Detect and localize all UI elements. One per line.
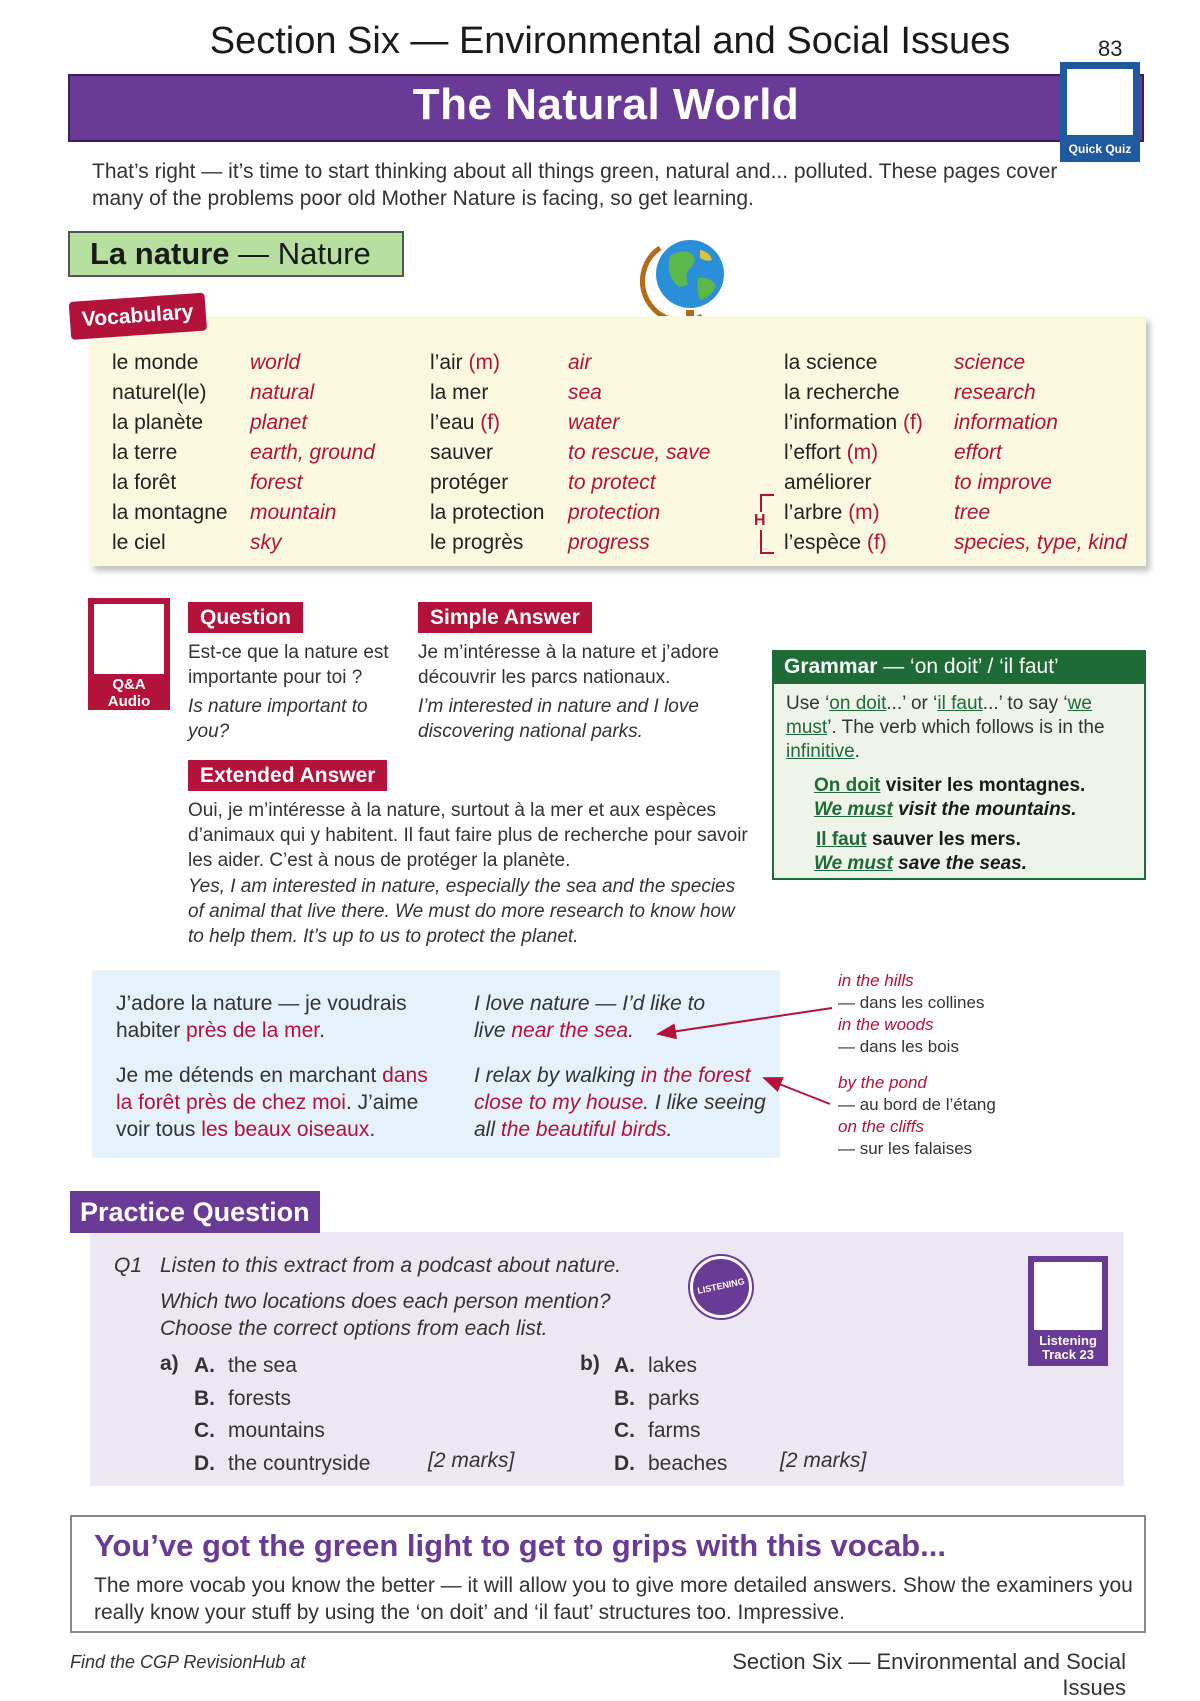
question-tag: Question: [188, 602, 303, 633]
page-title: The Natural World: [412, 80, 800, 129]
nature-heading-bold: La nature: [90, 236, 230, 271]
vocab-word: la mer: [430, 381, 489, 404]
vocab-translation: earth, ground: [250, 441, 375, 464]
vocab-word: l’eau (f): [430, 411, 501, 434]
vocab-word: la terre: [112, 441, 178, 464]
vocab-col2-en: [568, 348, 710, 558]
vocab-translation: effort: [954, 441, 1002, 464]
extended-answer-tag: Extended Answer: [188, 760, 387, 791]
marks-b: [2 marks]: [780, 1449, 867, 1472]
nature-heading: [90, 236, 371, 272]
vocab-translation: world: [250, 351, 301, 374]
vocab-translation: to rescue, save: [568, 441, 711, 464]
example-2-en: I relax by walking in the forest close to my house. I like seeing all the beautiful birds.: [474, 1064, 766, 1141]
vocab-col1-en: [250, 348, 375, 558]
vocab-word: la recherche: [784, 381, 900, 404]
vocab-translation: water: [568, 411, 620, 434]
vocab-translation: planet: [250, 411, 308, 434]
option: B. parks: [614, 1386, 700, 1410]
vocab-translation: research: [954, 381, 1036, 404]
example-2-fr: Je me détends en marchant dans la forêt près de chez moi. J’aime voir tous les beaux oiseaux.: [116, 1064, 428, 1141]
part-b-label: b): [580, 1352, 600, 1375]
vocab-word: l’effort (m): [784, 441, 879, 464]
vocab-col3-fr: [784, 348, 923, 558]
listening-badge: LISTENING: [690, 1256, 752, 1318]
vocab-word: la planète: [112, 411, 204, 434]
option: C. farms: [614, 1419, 701, 1442]
vocab-word: la montagne: [112, 501, 228, 524]
higher-tier-marker: H: [754, 512, 766, 529]
option: A. lakes: [614, 1354, 698, 1377]
option: D. the countryside: [194, 1451, 371, 1475]
vocab-translation: protection: [568, 501, 661, 524]
option: B. forests: [194, 1386, 292, 1410]
track-label: Listening Track 23: [1039, 1333, 1097, 1362]
part-a-label: a): [160, 1352, 179, 1375]
question-line-2: Which two locations does each person mention?: [160, 1290, 611, 1313]
example-1-en: I love nature — I’d like to live near the sea.: [474, 992, 706, 1042]
part-a-options: [194, 1350, 370, 1480]
vocab-translation: forest: [250, 471, 303, 494]
vocab-word: l’information (f): [784, 411, 923, 434]
vocab-translation: information: [954, 411, 1058, 434]
vocab-word: la forêt: [112, 471, 177, 494]
vocab-word: la protection: [430, 501, 545, 524]
vocab-word: sauver: [430, 441, 494, 464]
vocab-translation: science: [954, 351, 1026, 374]
section-header: Section Six — Environmental and Social Issues: [209, 20, 1011, 62]
question-fr: Est-ce que la nature est importante pour toi ?: [188, 642, 389, 688]
vocab-word: le progrès: [430, 531, 524, 554]
option: C. mountains: [194, 1419, 325, 1442]
qa-audio-qr[interactable]: [88, 598, 170, 710]
simple-answer-tag: Simple Answer: [418, 602, 592, 633]
part-b-options: [614, 1350, 727, 1480]
grammar-example-2-fr: Il faut sauver les mers.: [816, 829, 1021, 850]
vocab-translation: sky: [250, 531, 282, 554]
vocab-translation: to protect: [568, 471, 656, 494]
vocab-word: la science: [784, 351, 878, 374]
vocab-word: protéger: [430, 471, 509, 494]
listening-track-qr[interactable]: [1028, 1256, 1108, 1366]
grammar-example-1-en: We must visit the mountains.: [814, 799, 1077, 820]
vocab-col3-en: [954, 348, 1127, 558]
vocab-word: naturel(le): [112, 381, 207, 404]
qr-code-icon: [94, 604, 164, 674]
page-number: 83: [1098, 36, 1123, 61]
alternative-phrases-1: in the hills — dans les collines in the woods — dans les bois: [838, 971, 985, 1056]
option: D. beaches: [614, 1451, 728, 1475]
grammar-explanation: Use ‘on doit...’ or ‘il faut...’ to say ‘we must’. The verb which follows is in the infinitive.: [786, 693, 1105, 762]
simple-answer-en: I’m interested in nature and I love discovering national parks.: [418, 696, 699, 742]
marks-a: [2 marks]: [428, 1449, 515, 1472]
extended-answer-en: Yes, I am interested in nature, especially the sea and the species of animal that live there. We must do more research to know how to help them. It’s up to us to protect the planet.: [188, 876, 736, 947]
vocab-word: le ciel: [112, 531, 166, 554]
vocab-translation: natural: [250, 381, 315, 404]
question-en: Is nature important to you?: [188, 696, 368, 742]
vocab-word: l’arbre (m): [784, 501, 880, 524]
vocab-translation: species, type, kind: [954, 531, 1127, 554]
simple-answer-fr: Je m’intéresse à la nature et j’adore découvrir les parcs nationaux.: [418, 642, 719, 688]
vocab-col1-fr: [112, 348, 228, 558]
grammar-example-1-fr: On doit visiter les montagnes.: [814, 775, 1086, 796]
vocab-translation: mountain: [250, 501, 337, 524]
arrow-icon: [650, 1000, 840, 1110]
vocab-word: l’air (m): [430, 351, 500, 374]
vocab-translation: to improve: [954, 471, 1053, 494]
vocab-word: le monde: [112, 351, 199, 374]
qr-code-icon: [1067, 69, 1133, 135]
question-line-3: Choose the correct options from each list.: [160, 1317, 548, 1340]
summary-title: You’ve got the green light to get to grips with this vocab...: [94, 1528, 946, 1563]
footer-section: Section Six — Environmental and Social Issues: [732, 1649, 1126, 1700]
nature-heading-rest: — Nature: [229, 236, 371, 271]
quick-quiz-label: Quick Quiz: [1068, 142, 1132, 156]
vocabulary-tag: Vocabulary: [69, 293, 207, 340]
quick-quiz-qr[interactable]: [1060, 62, 1140, 162]
vocab-col2-fr: [430, 348, 544, 558]
footer-revisionhub: Find the CGP RevisionHub at: [70, 1652, 306, 1672]
grammar-example-2-en: We must save the seas.: [814, 853, 1027, 874]
alternative-phrases-2: by the pond — au bord de l’étang on the cliffs — sur les falaises: [838, 1073, 996, 1158]
vocab-word: l’espèce (f): [784, 531, 887, 554]
summary-text: The more vocab you know the better — it will allow you to give more detailed answers. Show the examiners you really know your stuff by using the ‘on doit’ and ‘il faut’ structures too. Impressive.: [94, 1574, 1133, 1624]
vocab-translation: sea: [568, 381, 602, 404]
example-1-fr: J’adore la nature — je voudrais habiter près de la mer.: [116, 992, 407, 1042]
qr-code-icon: [1034, 1262, 1102, 1330]
option: A. the sea: [194, 1354, 297, 1377]
intro-text: That’s right — it’s time to start thinking about all things green, natural and... polluted. These pages cover many of the problems poor old Mother Nature is facing, so get learning.: [92, 160, 1058, 210]
question-number: Q1: [114, 1254, 143, 1277]
qa-audio-label: Q&A Audio: [107, 676, 151, 710]
vocab-word: améliorer: [784, 471, 872, 494]
question-line-1: Listen to this extract from a podcast about nature.: [160, 1254, 622, 1277]
extended-answer-fr: Oui, je m’intéresse à la nature, surtout à la mer et aux espèces d’animaux qui y habitent. Il faut faire plus de recherche pour savoir les aider. C’est à nous de protéger la planète.: [188, 800, 748, 871]
practice-question-tag: Practice Question: [70, 1191, 320, 1233]
vocab-translation: air: [568, 351, 592, 374]
vocab-translation: progress: [568, 531, 650, 554]
grammar-title: Grammar — ‘on doit’ / ‘il faut’: [772, 650, 1146, 684]
vocab-translation: tree: [954, 501, 991, 524]
